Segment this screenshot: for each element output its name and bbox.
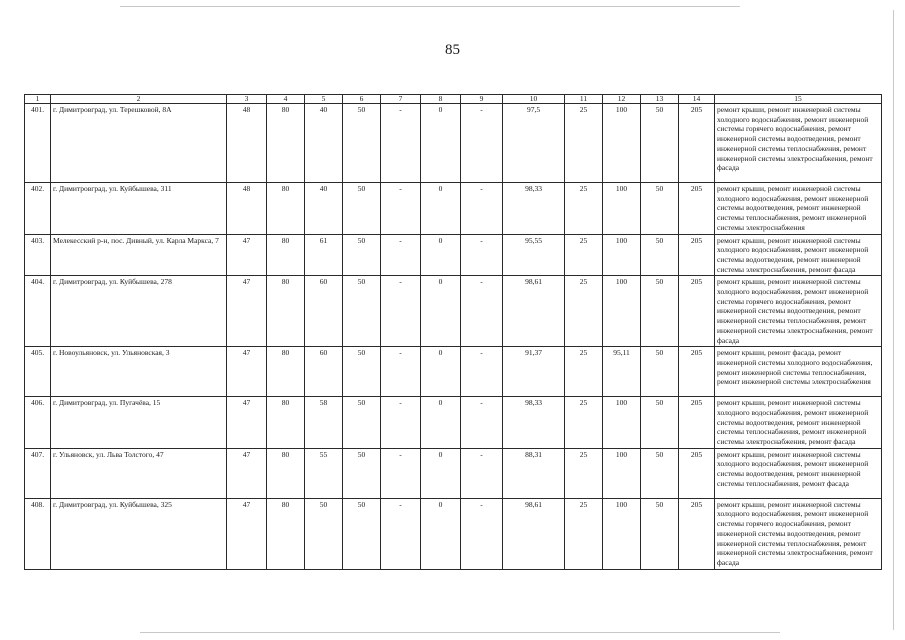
value-cell: 60 xyxy=(305,276,343,347)
value-cell: 40 xyxy=(305,183,343,235)
registry-table xyxy=(24,94,882,570)
column-header: 14 xyxy=(679,95,715,104)
value-cell: 100 xyxy=(603,183,641,235)
column-header: 1 xyxy=(25,95,51,104)
works-cell: ремонт крыши, ремонт инженерной системы холодного водоснабжения, ремонт инженерной системы водоотведения, ремонт инженерной системы теплоснабжения, ремонт фасада xyxy=(715,448,882,498)
value-cell: 205 xyxy=(679,397,715,449)
value-cell: 61 xyxy=(305,234,343,276)
address-cell: г. Димитровград, ул. Куйбышева, 278 xyxy=(51,276,227,347)
value-cell: 97,5 xyxy=(503,104,565,183)
scan-edge-top xyxy=(120,6,740,7)
value-cell: 25 xyxy=(565,183,603,235)
value-cell: 50 xyxy=(305,498,343,569)
value-cell: 47 xyxy=(227,498,267,569)
value-cell: 50 xyxy=(641,276,679,347)
value-cell: 100 xyxy=(603,397,641,449)
value-cell: - xyxy=(461,498,503,569)
value-cell: 48 xyxy=(227,183,267,235)
value-cell: 205 xyxy=(679,347,715,397)
value-cell: 0 xyxy=(421,104,461,183)
header-row xyxy=(25,95,882,104)
value-cell: 80 xyxy=(267,448,305,498)
column-header: 11 xyxy=(565,95,603,104)
column-header: 2 xyxy=(51,95,227,104)
value-cell: 55 xyxy=(305,448,343,498)
address-cell: г. Димитровград, ул. Куйбышева, 325 xyxy=(51,498,227,569)
value-cell: 50 xyxy=(343,448,381,498)
works-cell: ремонт крыши, ремонт инженерной системы холодного водоснабжения, ремонт инженерной системы водоотведения, ремонт инженерной системы теплоснабжения, ремонт инженерной системы электроснабжения, ремонт фасада xyxy=(715,397,882,449)
address-cell: Мелекесский р-н, пос. Дивный, ул. Карла Маркса, 7 xyxy=(51,234,227,276)
address-cell: г. Димитровград, ул. Пугачёва, 15 xyxy=(51,397,227,449)
value-cell: 95,55 xyxy=(503,234,565,276)
value-cell: - xyxy=(461,397,503,449)
works-cell: ремонт крыши, ремонт фасада, ремонт инженерной системы холодного водоснабжения, ремонт инженерной системы теплоснабжения, ремонт инженерной системы электроснабжения xyxy=(715,347,882,397)
row-number: 403. xyxy=(25,234,51,276)
value-cell: 100 xyxy=(603,448,641,498)
value-cell: 100 xyxy=(603,498,641,569)
value-cell: 205 xyxy=(679,498,715,569)
value-cell: - xyxy=(381,448,421,498)
value-cell: 0 xyxy=(421,183,461,235)
value-cell: 50 xyxy=(343,498,381,569)
value-cell: 98,33 xyxy=(503,183,565,235)
works-cell: ремонт крыши, ремонт инженерной системы холодного водоснабжения, ремонт инженерной системы водоотведения, ремонт инженерной системы электроснабжения, ремонт фасада xyxy=(715,234,882,276)
value-cell: 50 xyxy=(343,234,381,276)
table-row xyxy=(25,183,882,235)
value-cell: 60 xyxy=(305,347,343,397)
value-cell: 0 xyxy=(421,347,461,397)
value-cell: 0 xyxy=(421,397,461,449)
value-cell: 50 xyxy=(641,183,679,235)
value-cell: - xyxy=(381,104,421,183)
value-cell: 48 xyxy=(227,104,267,183)
column-header: 10 xyxy=(503,95,565,104)
value-cell: 50 xyxy=(641,104,679,183)
value-cell: - xyxy=(381,183,421,235)
value-cell: 100 xyxy=(603,234,641,276)
column-header: 3 xyxy=(227,95,267,104)
address-cell: г. Димитровград, ул. Терешковой, 8А xyxy=(51,104,227,183)
value-cell: 25 xyxy=(565,347,603,397)
value-cell: 80 xyxy=(267,397,305,449)
value-cell: - xyxy=(461,183,503,235)
value-cell: 0 xyxy=(421,448,461,498)
works-cell: ремонт крыши, ремонт инженерной системы холодного водоснабжения, ремонт инженерной системы горячего водоснабжения, ремонт инженерной системы водоотведения, ремонт инженерной системы теплоснабжения, ремонт инженерной системы электроснабжения, ремонт фасада xyxy=(715,498,882,569)
value-cell: - xyxy=(381,498,421,569)
value-cell: 88,31 xyxy=(503,448,565,498)
row-number: 402. xyxy=(25,183,51,235)
value-cell: 0 xyxy=(421,234,461,276)
value-cell: 25 xyxy=(565,276,603,347)
value-cell: 40 xyxy=(305,104,343,183)
value-cell: 80 xyxy=(267,183,305,235)
address-cell: г. Ульяновск, ул. Льва Толстого, 47 xyxy=(51,448,227,498)
value-cell: 100 xyxy=(603,104,641,183)
value-cell: 25 xyxy=(565,104,603,183)
value-cell: 25 xyxy=(565,498,603,569)
column-header: 7 xyxy=(381,95,421,104)
value-cell: 98,61 xyxy=(503,498,565,569)
value-cell: 58 xyxy=(305,397,343,449)
value-cell: 47 xyxy=(227,448,267,498)
value-cell: 0 xyxy=(421,276,461,347)
table-row xyxy=(25,498,882,569)
row-number: 401. xyxy=(25,104,51,183)
column-header: 5 xyxy=(305,95,343,104)
value-cell: 91,37 xyxy=(503,347,565,397)
row-number: 404. xyxy=(25,276,51,347)
value-cell: - xyxy=(461,104,503,183)
works-cell: ремонт крыши, ремонт инженерной системы холодного водоснабжения, ремонт инженерной системы водоотведения, ремонт инженерной системы теплоснабжения, ремонт инженерной системы электроснабжения xyxy=(715,183,882,235)
row-number: 405. xyxy=(25,347,51,397)
value-cell: 205 xyxy=(679,234,715,276)
row-number: 407. xyxy=(25,448,51,498)
value-cell: 50 xyxy=(641,498,679,569)
scan-edge-bottom xyxy=(140,632,780,633)
value-cell: - xyxy=(461,276,503,347)
scan-edge-right xyxy=(893,10,894,630)
value-cell: 80 xyxy=(267,104,305,183)
value-cell: 95,11 xyxy=(603,347,641,397)
value-cell: 0 xyxy=(421,498,461,569)
value-cell: 50 xyxy=(641,448,679,498)
value-cell: 47 xyxy=(227,234,267,276)
value-cell: 205 xyxy=(679,276,715,347)
column-header: 9 xyxy=(461,95,503,104)
value-cell: 98,33 xyxy=(503,397,565,449)
value-cell: 80 xyxy=(267,347,305,397)
table-row xyxy=(25,104,882,183)
value-cell: 205 xyxy=(679,448,715,498)
value-cell: 80 xyxy=(267,234,305,276)
value-cell: - xyxy=(381,234,421,276)
value-cell: 98,61 xyxy=(503,276,565,347)
column-header: 8 xyxy=(421,95,461,104)
row-number: 406. xyxy=(25,397,51,449)
value-cell: 50 xyxy=(343,347,381,397)
value-cell: - xyxy=(381,397,421,449)
column-header: 4 xyxy=(267,95,305,104)
value-cell: 50 xyxy=(641,347,679,397)
value-cell: - xyxy=(461,234,503,276)
table-row xyxy=(25,276,882,347)
row-number: 408. xyxy=(25,498,51,569)
column-header: 15 xyxy=(715,95,882,104)
value-cell: 100 xyxy=(603,276,641,347)
value-cell: - xyxy=(461,347,503,397)
value-cell: 47 xyxy=(227,276,267,347)
value-cell: 47 xyxy=(227,347,267,397)
value-cell: 80 xyxy=(267,498,305,569)
column-header: 13 xyxy=(641,95,679,104)
value-cell: 47 xyxy=(227,397,267,449)
column-header: 6 xyxy=(343,95,381,104)
value-cell: 50 xyxy=(343,183,381,235)
address-cell: г. Новоульяновск, ул. Ульяновская, 3 xyxy=(51,347,227,397)
value-cell: 50 xyxy=(343,276,381,347)
value-cell: 25 xyxy=(565,397,603,449)
value-cell: - xyxy=(381,347,421,397)
column-header: 12 xyxy=(603,95,641,104)
table-row xyxy=(25,234,882,276)
page-number: 85 xyxy=(445,42,460,58)
works-cell: ремонт крыши, ремонт инженерной системы холодного водоснабжения, ремонт инженерной системы горячего водоснабжения, ремонт инженерной системы водоотведения, ремонт инженерной системы теплоснабжения, ремонт инженерной системы электроснабжения, ремонт фасада xyxy=(715,104,882,183)
table-row xyxy=(25,347,882,397)
value-cell: 50 xyxy=(343,104,381,183)
value-cell: 205 xyxy=(679,104,715,183)
value-cell: 205 xyxy=(679,183,715,235)
table-row xyxy=(25,448,882,498)
value-cell: 50 xyxy=(641,397,679,449)
value-cell: 50 xyxy=(641,234,679,276)
value-cell: - xyxy=(461,448,503,498)
works-cell: ремонт крыши, ремонт инженерной системы холодного водоснабжения, ремонт инженерной системы горячего водоснабжения, ремонт инженерной системы водоотведения, ремонт инженерной системы теплоснабжения, ремонт инженерной системы электроснабжения, ремонт фасада xyxy=(715,276,882,347)
value-cell: 25 xyxy=(565,448,603,498)
value-cell: - xyxy=(381,276,421,347)
address-cell: г. Димитровград, ул. Куйбышева, 311 xyxy=(51,183,227,235)
value-cell: 50 xyxy=(343,397,381,449)
table-row xyxy=(25,397,882,449)
value-cell: 25 xyxy=(565,234,603,276)
value-cell: 80 xyxy=(267,276,305,347)
